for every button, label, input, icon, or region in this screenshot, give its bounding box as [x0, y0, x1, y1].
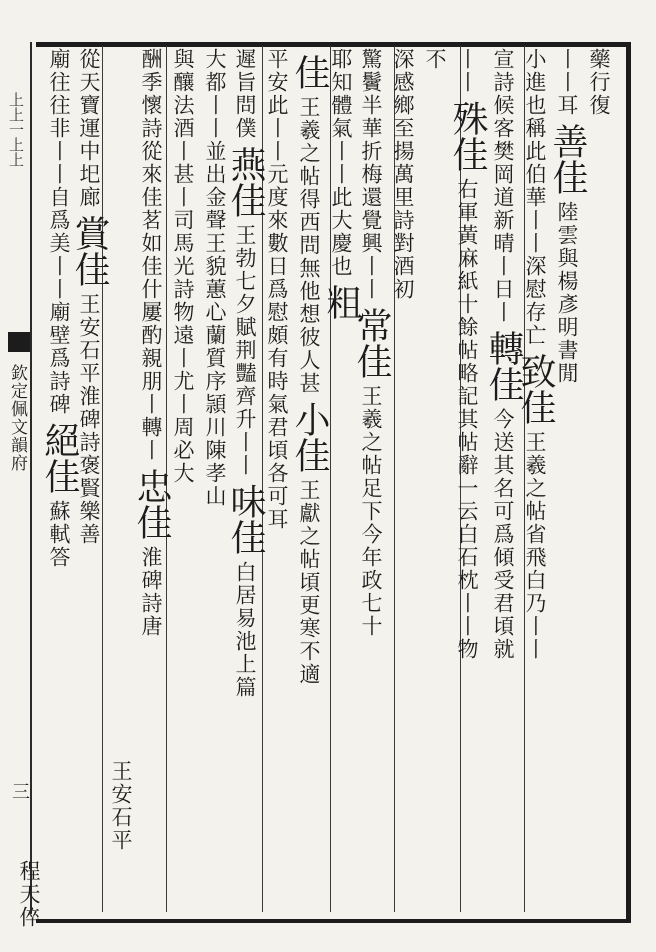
entry-text: 白居易池上篇 [233, 561, 257, 699]
entry-text: 右軍黃麻紙十餘帖略記其帖辭一云白石枕丨丨物 [455, 178, 479, 661]
text-column [351, 48, 392, 638]
text-column [388, 48, 418, 301]
entry-text: 驚鬢半華折梅還覺興丨丨 [359, 48, 383, 301]
entry-text: 從天寶運中圯廊 [77, 48, 101, 209]
text-column [106, 760, 136, 852]
entry-text: 大都丨丨 [203, 48, 227, 140]
entry-headword: 善佳 [547, 123, 588, 195]
entry-text: 耶知體氣丨丨此大慶也 [329, 48, 353, 278]
left-margin [0, 42, 36, 914]
entry-text: 陸雲與楊彥明書閒 [555, 201, 579, 385]
entry-text: 王羲之帖得西問無他想彼人甚 [297, 96, 321, 395]
entry-headword: 粗 [321, 284, 362, 320]
text-column [39, 48, 80, 569]
entry-headword: 小佳 [289, 401, 330, 473]
entry-text: 伯華丨丨深慰存亡 [523, 163, 547, 347]
text-column [447, 48, 488, 661]
entry-text: 藥行復 [587, 48, 611, 117]
entry-text: 頗有時氣君頃各可耳 [265, 324, 289, 531]
margin-top-glyphs: 上上一上上 [7, 92, 25, 167]
entry-text: 與釀法酒丨甚丨司馬光詩物遠丨尤丨周必大 [171, 48, 195, 485]
entry-text: 酬季懷詩從來佳茗如佳什屢酌親朋丨轉丨 [139, 48, 163, 462]
entry-headword: 味佳 [225, 483, 266, 555]
entry-text: 淮碑詩唐 [139, 546, 163, 638]
entry-headword: 燕佳 [225, 146, 266, 218]
entry-text: 宣詩候客樊岡道新晴丨日丨 [491, 48, 515, 324]
entry-text: 丨丨耳 [555, 48, 579, 117]
text-column [515, 48, 556, 661]
entry-text: 小進也稱此 [523, 48, 547, 163]
text-column [321, 48, 362, 326]
entry-text: 廟往往非丨丨 [47, 48, 71, 186]
text-column [584, 48, 614, 117]
entry-text: 並出金聲王貌蕙心蘭質 [203, 140, 227, 370]
text-column [225, 48, 266, 699]
entry-text: 程天倅 [17, 860, 41, 929]
entry-text: 蘇軾答 [47, 500, 71, 569]
entry-text: 不 [423, 48, 447, 71]
text-column [420, 48, 450, 71]
entry-headword: 忠佳 [131, 468, 172, 540]
text-column [547, 48, 588, 385]
text-column [168, 48, 198, 485]
text-column [14, 860, 44, 929]
entry-headword: 賞佳 [69, 215, 110, 287]
entry-headword: 常佳 [351, 307, 392, 379]
entry-headword: 絕佳 [39, 422, 80, 494]
entry-text: 平安此丨丨元度來數日爲慰 [265, 48, 289, 324]
entry-text: 王羲之帖省飛白乃丨丨 [523, 431, 547, 661]
entry-text: 遲旨問僕 [233, 48, 257, 140]
entry-text: 深感鄉至揚萬里詩對酒初 [391, 48, 415, 301]
entry-headword: 致佳 [515, 353, 556, 425]
text-column [200, 48, 230, 508]
book-title: 欽定佩文韻府 [7, 364, 27, 472]
text-column [289, 48, 330, 686]
entry-text: 序頴川陳孝山 [203, 370, 227, 508]
entry-text: 王羲之帖足下今年政七十 [359, 385, 383, 638]
page-number: 三 [9, 782, 30, 800]
entry-text: 今送其名可爲傾受君頃就 [491, 408, 515, 661]
entry-text: 自爲美丨丨廟壁爲詩碑 [47, 186, 71, 416]
entry-headword: 轉佳 [483, 330, 524, 402]
entry-text: 王安石平 [109, 760, 133, 852]
entry-text: 王安石平淮碑詩褒賢樂善 [77, 293, 101, 546]
entry-text: 丨丨 [455, 48, 479, 94]
entry-headword: 佳 [289, 54, 330, 90]
margin-fishtail-block [8, 332, 30, 352]
text-column [131, 48, 172, 638]
text-column [483, 48, 524, 661]
entry-headword: 殊佳 [447, 100, 488, 172]
text-column [262, 48, 292, 531]
entry-text: 王獻之帖頃更寒不適 [297, 479, 321, 686]
entry-text: 王勃七夕賦荆豔齊升丨丨 [233, 224, 257, 477]
